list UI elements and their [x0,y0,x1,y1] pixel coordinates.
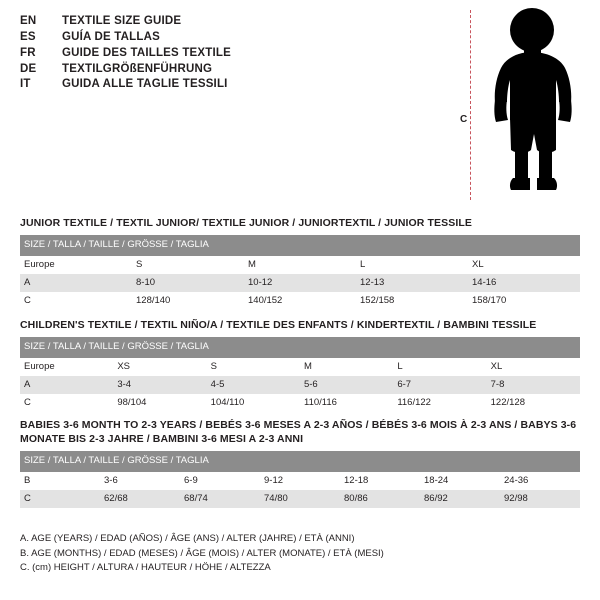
legend [20,532,580,576]
cell: 6-7 [393,376,486,394]
section-title: BABIES 3-6 MONTH TO 2-3 YEARS / BEBÉS 3-6 MESES A 2-3 AÑOS / BÉBÉS 3-6 MOIS À 2-3 ANS / BABYS 3-6 MONATE BIS 2-3 JAHRE / BAMBINI 3-6 MESI A 2-3 ANNI [20,419,577,446]
section-title: CHILDREN'S TEXTILE / TEXTIL NIÑO/A / TEXTILE DES ENFANTS / KINDERTEXTIL / BAMBINI TESSILE [20,319,537,331]
table-header-label: SIZE / TALLA / TAILLE / GRÖSSE / TAGLIA [20,337,580,357]
row-label: C [20,490,100,508]
cell: 14-16 [468,274,580,292]
cell: 4-5 [207,376,300,394]
cell: 24-36 [500,472,580,490]
table-header-row [20,235,580,255]
cell: 3-4 [113,376,206,394]
table-row [20,358,580,376]
row-label: B [20,472,100,490]
language-code: EN [20,15,37,27]
height-measure-line [470,10,471,200]
cell: 110/116 [300,394,393,412]
cell: 122/128 [487,394,580,412]
cell: 6-9 [180,472,260,490]
cell: 152/158 [356,292,468,310]
measurement-figure [448,8,588,203]
cell: L [393,358,486,376]
cell: 86/92 [420,490,500,508]
cell: 80/86 [340,490,420,508]
language-code: ES [20,30,36,43]
language-code: FR [20,46,36,59]
language-code: DE [20,62,37,75]
cell: 12-13 [356,274,468,292]
cell: 7-8 [487,376,580,394]
table-row [20,274,580,292]
cell: 158/170 [468,292,580,310]
row-label: Europe [20,256,132,274]
children-size-table [20,337,580,412]
table-row [20,376,580,394]
cell: 140/152 [244,292,356,310]
babies-size-table [20,451,580,508]
junior-size-table [20,235,580,310]
cell: 98/104 [113,394,206,412]
row-label: C [20,394,113,412]
language-title: TEXTILGRÖßENFÜHRUNG [62,62,213,75]
cell: 8-10 [132,274,244,292]
cell: 104/110 [207,394,300,412]
cell: M [300,358,393,376]
cell: 12-18 [340,472,420,490]
table-header-label: SIZE / TALLA / TAILLE / GRÖSSE / TAGLIA [20,451,580,471]
cell: 5-6 [300,376,393,394]
table-row [20,292,580,310]
measure-label-c: C [460,114,468,125]
language-title: GUIDA ALLE TAGLIE TESSILI [62,78,228,91]
table-row [20,472,580,490]
cell: 62/68 [100,490,180,508]
row-label: A [20,274,132,292]
table-header-row [20,337,580,357]
table-header-row [20,451,580,471]
row-label: Europe [20,358,113,376]
section-children [20,318,580,413]
cell: M [244,256,356,274]
language-row-it [20,77,440,93]
row-label: C [20,292,132,310]
cell: 18-24 [420,472,500,490]
language-row-fr [20,46,440,62]
cell: XS [113,358,206,376]
cell: 9-12 [260,472,340,490]
cell: 3-6 [100,472,180,490]
section-title: JUNIOR TEXTILE / TEXTIL JUNIOR/ TEXTILE JUNIOR / JUNIORTEXTIL / JUNIOR TESSILE [20,217,472,229]
section-junior [20,216,580,311]
legend-line-c: C. (cm) HEIGHT / ALTURA / HAUTEUR / HÖHE / ALTEZZA [20,562,271,574]
cell: 116/122 [393,394,486,412]
cell: 128/140 [132,292,244,310]
language-code: IT [20,78,31,91]
table-header-label: SIZE / TALLA / TAILLE / GRÖSSE / TAGLIA [20,235,580,255]
cell: 74/80 [260,490,340,508]
table-row [20,256,580,274]
cell: XL [468,256,580,274]
cell: 92/98 [500,490,580,508]
table-row [20,394,580,412]
table-row [20,490,580,508]
language-row-es [20,30,440,46]
language-title: TEXTILE SIZE GUIDE [62,15,182,27]
language-title: GUIDE DES TAILLES TEXTILE [62,46,231,59]
cell: L [356,256,468,274]
language-header [20,14,440,93]
cell: S [132,256,244,274]
cell: S [207,358,300,376]
legend-line-a: A. AGE (YEARS) / EDAD (AÑOS) / ÂGE (ANS) / ALTER (JAHRE) / ETÀ (ANNI) [20,533,355,544]
cell: 10-12 [244,274,356,292]
section-babies [20,418,580,508]
language-row-en [20,14,440,30]
language-row-de [20,62,440,78]
row-label: A [20,376,113,394]
cell: XL [487,358,580,376]
child-silhouette-icon [482,8,586,200]
cell: 68/74 [180,490,260,508]
legend-line-b: B. AGE (MONTHS) / EDAD (MESES) / ÂGE (MOIS) / ALTER (MONATE) / ETÀ (MESI) [20,547,384,559]
language-title: GUÍA DE TALLAS [62,30,160,43]
